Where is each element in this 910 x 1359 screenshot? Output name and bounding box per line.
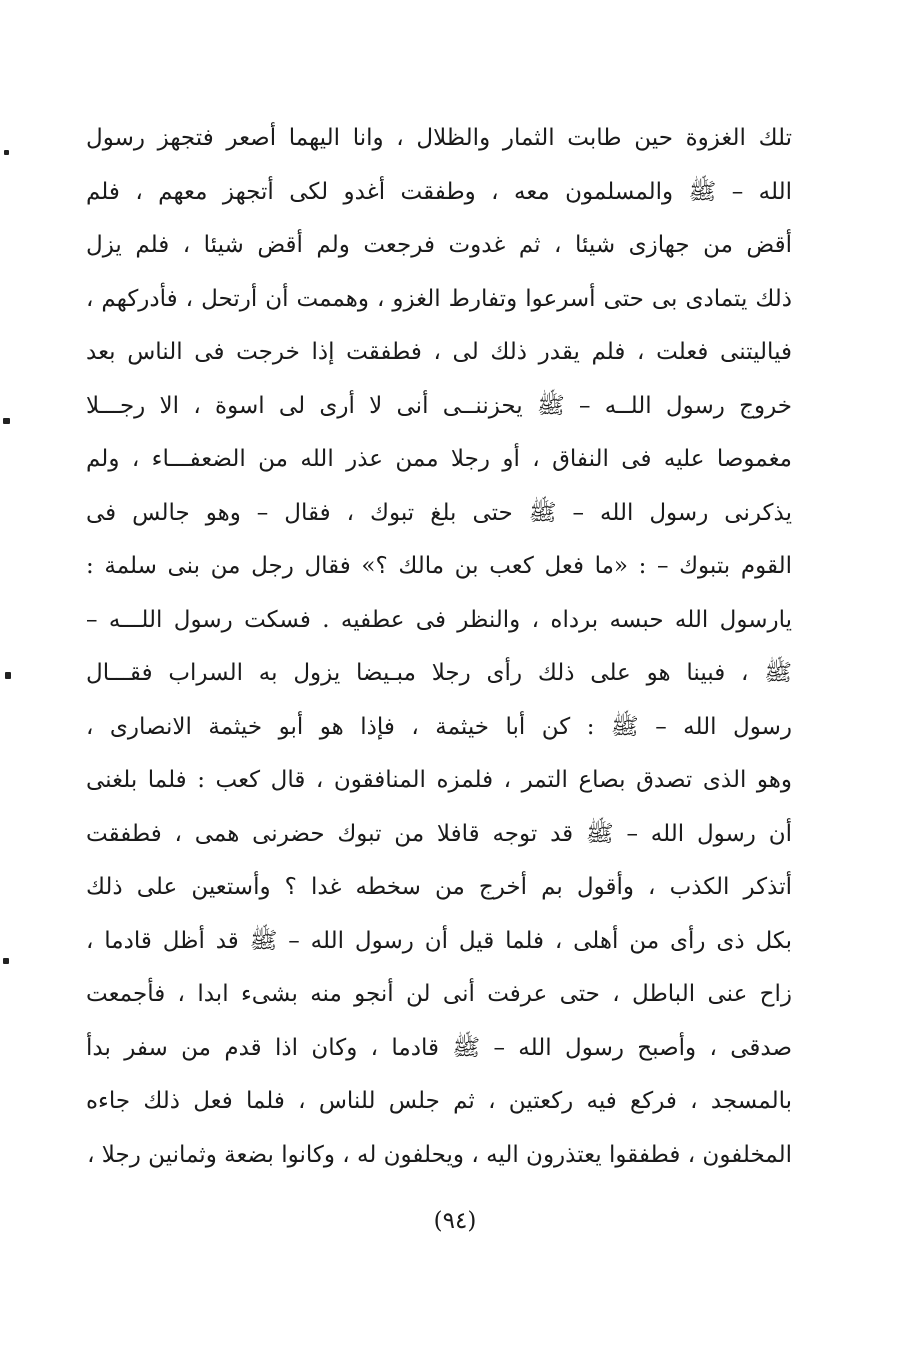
scan-edge-mark bbox=[3, 958, 9, 964]
text-line: تلك الغزوة حين طابت الثمار والظلال ، وانا اليهما أصعر فتجهز رسول bbox=[86, 125, 792, 151]
scan-edge-mark bbox=[4, 150, 9, 155]
text-line: أن رسول الله – ﷺ قد توجه قافلا من تبوك حضرنى همى ، فطفقت bbox=[86, 820, 792, 847]
text-line: رسول الله – ﷺ : كن أبا خيثمة ، فإذا هو أبو خيثمة الانصارى ، bbox=[86, 713, 792, 740]
body-text bbox=[86, 112, 792, 1182]
text-line: أقض من جهازى شيئا ، ثم غدوت فرجعت ولم أقض شيئا ، فلم يزل bbox=[86, 232, 792, 258]
text-line: صدقى ، وأصبح رسول الله – ﷺ قادما ، وكان اذا قدم من سفر بدأ bbox=[86, 1034, 792, 1061]
text-line: ﷺ ، فبينا هو على ذلك رأى رجلا مبـيضا يزول به السراب فقـــال bbox=[86, 660, 792, 686]
text-line: بكل ذى رأى من أهلى ، فلما قيل أن رسول الله – ﷺ قد أظل قادما ، bbox=[86, 927, 792, 954]
text-line: ذلك يتمادى بى حتى أسرعوا وتفارط الغزو ، وهممت أن أرتحل ، فأدركهم ، bbox=[86, 285, 792, 312]
text-line: خروج رسول اللــه – ﷺ يحزننــى أنى لا أرى لى اسوة ، الا رجـــلا bbox=[86, 392, 792, 419]
text-line: مغموصا عليه فى النفاق ، أو رجلا ممن عذر الله من الضعفـــاء ، ولم bbox=[86, 446, 792, 472]
text-line: زاح عنى الباطل ، حتى عرفت أنى لن أنجو منه بشىء ابدا ، فأجمعت bbox=[86, 981, 792, 1007]
text-line: يارسول الله حبسه برداه ، والنظر فى عطفيه . فسكت رسول اللـــه – bbox=[86, 606, 792, 633]
text-line: أتذكر الكذب ، وأقول بم أخرج من سخطه غدا ؟ وأستعين على ذلك bbox=[86, 874, 792, 900]
text-line: بالمسجد ، فركع فيه ركعتين ، ثم جلس للناس ، فلما فعل ذلك جاءه bbox=[86, 1088, 792, 1114]
text-line: فياليتنى فعلت ، فلم يقدر ذلك لى ، فطفقت إذا خرجت فى الناس بعد bbox=[86, 339, 792, 365]
scan-edge-mark bbox=[5, 672, 11, 679]
text-line: المخلفون ، فطفقوا يعتذرون اليه ، ويحلفون له ، وكانوا بضعة وثمانين رجلا ، bbox=[87, 1141, 792, 1168]
scan-edge-mark bbox=[3, 418, 10, 424]
text-line: القوم بتبوك – : «ما فعل كعب بن مالك ؟» فقال رجل من بنى سلمة : bbox=[86, 553, 792, 579]
page-number: (٩٤) bbox=[433, 1208, 477, 1234]
text-line: وهو الذى تصدق بصاع التمر ، فلمزه المنافقون ، قال كعب : فلما بلغنى bbox=[86, 767, 792, 793]
text-line: الله – ﷺ والمسلمون معه ، وطفقت أغدو لكى أتجهز معهم ، فلم bbox=[86, 178, 792, 205]
text-line: يذكرنى رسول الله – ﷺ حتى بلغ تبوك ، فقال – وهو جالس فى bbox=[86, 499, 792, 526]
